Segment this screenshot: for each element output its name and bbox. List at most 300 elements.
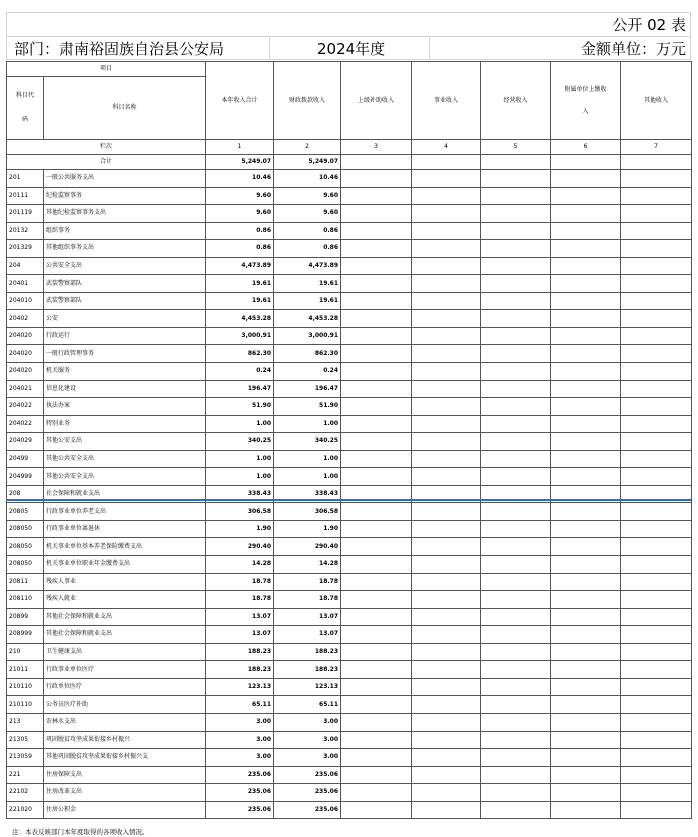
selection-line [6,499,691,501]
empty-cell [341,766,412,784]
subject-name: 公务员医疗补助 [44,696,206,714]
table-row [7,626,692,644]
empty-cell [481,556,551,574]
amount-total: 1.00 [206,415,274,433]
empty-cell [621,155,692,170]
amount-fiscal: 4,473.89 [274,257,341,275]
table-row [7,345,692,363]
table-row [7,538,692,556]
table-row [7,643,692,661]
empty-cell [551,538,621,556]
empty-cell [621,503,692,521]
empty-cell [551,678,621,696]
subject-name: 住房保障支出 [44,766,206,784]
empty-cell [412,713,481,731]
empty-cell [621,801,692,819]
empty-cell [551,205,621,223]
amount-total: 0.24 [206,363,274,381]
subject-code: 204 [7,257,44,275]
empty-cell [621,292,692,310]
empty-cell [341,573,412,591]
subject-name: 特别业务 [44,415,206,433]
empty-cell [341,222,412,240]
empty-cell [621,310,692,328]
empty-cell [341,327,412,345]
subject-code: 208110 [7,591,44,609]
empty-cell [341,468,412,486]
subject-code: 22102 [7,784,44,802]
table-row [7,696,692,714]
amount-total: 196.47 [206,380,274,398]
empty-cell [341,503,412,521]
table-row [7,801,692,819]
empty-cell [621,678,692,696]
empty-cell [412,363,481,381]
amount-total: 862.30 [206,345,274,363]
amount-total: 13.07 [206,626,274,644]
amount-total: 338.43 [206,485,274,503]
subject-code: 208 [7,485,44,503]
empty-cell [341,292,412,310]
amount-fiscal: 0.86 [274,222,341,240]
amount-fiscal: 14.28 [274,556,341,574]
amount-fiscal: 1.00 [274,468,341,486]
table-row [7,520,692,538]
empty-cell [481,608,551,626]
empty-cell [341,398,412,416]
header-col-other: 其他收入 [621,62,692,140]
empty-cell [412,310,481,328]
empty-cell [551,415,621,433]
empty-cell [412,187,481,205]
subject-name: 机关服务 [44,363,206,381]
total-label: 合计 [7,155,206,170]
empty-cell [412,749,481,767]
subject-name: 其他社会保障和就业支出 [44,608,206,626]
amount-total: 0.86 [206,240,274,258]
table-row [7,187,692,205]
column-number: 1 [206,140,274,155]
empty-cell [481,380,551,398]
table-row [7,591,692,609]
amount-fiscal: 65.11 [274,696,341,714]
subject-code: 204022 [7,398,44,416]
empty-cell [341,713,412,731]
empty-cell [551,240,621,258]
empty-cell [551,696,621,714]
subject-code: 204022 [7,415,44,433]
amount-total: 188.23 [206,643,274,661]
column-number: 4 [412,140,481,155]
amount-total: 123.13 [206,678,274,696]
subject-code: 21305 [7,731,44,749]
empty-cell [341,310,412,328]
fiscal-year: 2024年度 [317,40,386,58]
amount-total: 235.06 [206,766,274,784]
table-row [7,556,692,574]
subject-name: 其他公共安全支出 [44,468,206,486]
amount-total: 1.90 [206,520,274,538]
total-fiscal: 5,249.07 [274,155,341,170]
amount-total: 9.60 [206,205,274,223]
subject-code: 20499 [7,450,44,468]
empty-cell [412,784,481,802]
empty-cell [341,205,412,223]
subject-name: 机关事业单位职业年金缴费支出 [44,556,206,574]
subject-name: 住房公积金 [44,801,206,819]
subject-code: 208050 [7,520,44,538]
empty-cell [621,222,692,240]
header-affiliated-line1: 附属单位上缴收 [564,85,607,93]
empty-cell [341,731,412,749]
empty-cell [341,275,412,293]
department-label: 部门：肃南裕固族自治县公安局 [14,40,225,58]
subject-name: 卫生健康支出 [44,643,206,661]
sheet-code: 公开 02 表 [612,16,686,34]
subject-name: 执法办案 [44,398,206,416]
amount-total: 51.90 [206,398,274,416]
table-row [7,678,692,696]
empty-cell [621,608,692,626]
empty-cell [621,626,692,644]
empty-cell [551,187,621,205]
amount-total: 9.60 [206,187,274,205]
empty-cell [551,257,621,275]
sheet-code-bar [6,12,691,36]
empty-cell [621,415,692,433]
subject-code: 204020 [7,345,44,363]
empty-cell [481,345,551,363]
empty-cell [551,327,621,345]
currency-unit: 金额单位：万元 [580,40,686,58]
empty-cell [481,450,551,468]
header-col-total: 本年收入合计 [206,62,274,140]
subject-code: 208999 [7,626,44,644]
empty-cell [621,257,692,275]
empty-cell [412,731,481,749]
empty-cell [412,696,481,714]
subject-name: 机关事业单位基本养老保险缴费支出 [44,538,206,556]
subject-code: 208050 [7,538,44,556]
empty-cell [551,380,621,398]
empty-cell [621,591,692,609]
subject-code: 20401 [7,275,44,293]
amount-total: 1.00 [206,450,274,468]
empty-cell [551,433,621,451]
subject-code: 204021 [7,380,44,398]
empty-cell [481,155,551,170]
empty-cell [481,222,551,240]
subject-name: 残疾人事业 [44,573,206,591]
table-row [7,257,692,275]
subject-name: 行政运行 [44,327,206,345]
empty-cell [412,222,481,240]
subject-code: 210110 [7,696,44,714]
empty-cell [551,310,621,328]
empty-cell [481,398,551,416]
header-project: 项目 [7,62,206,77]
empty-cell [621,520,692,538]
subject-name: 行政事业单位医疗 [44,661,206,679]
subject-code: 213 [7,713,44,731]
empty-cell [341,415,412,433]
empty-cell [341,187,412,205]
subject-name: 其他公安支出 [44,433,206,451]
subject-code: 213059 [7,749,44,767]
empty-cell [412,556,481,574]
empty-cell [481,310,551,328]
subject-name: 公共安全支出 [44,257,206,275]
empty-cell [621,380,692,398]
empty-cell [412,327,481,345]
empty-cell [412,398,481,416]
subject-name: 其他社会保障和就业支出 [44,626,206,644]
table-row [7,784,692,802]
header-col-superior: 上级补助收入 [341,62,412,140]
amount-total: 188.23 [206,661,274,679]
empty-cell [412,520,481,538]
empty-cell [551,503,621,521]
amount-fiscal: 3.00 [274,749,341,767]
empty-cell [341,257,412,275]
empty-cell [481,433,551,451]
amount-fiscal: 10.46 [274,170,341,188]
empty-cell [481,503,551,521]
subject-code: 20402 [7,310,44,328]
empty-cell [341,591,412,609]
table-row [7,608,692,626]
subject-code: 221020 [7,801,44,819]
empty-cell [551,749,621,767]
empty-cell [481,363,551,381]
amount-fiscal: 51.90 [274,398,341,416]
header-col-business: 事业收入 [412,62,481,140]
amount-total: 10.46 [206,170,274,188]
table-row [7,380,692,398]
column-number: 3 [341,140,412,155]
subject-name: 信息化建设 [44,380,206,398]
subject-name: 其他纪检监察事务支出 [44,205,206,223]
amount-total: 0.86 [206,222,274,240]
empty-cell [481,468,551,486]
empty-cell [412,205,481,223]
empty-cell [481,187,551,205]
subject-code: 20132 [7,222,44,240]
table-row [7,450,692,468]
empty-cell [621,573,692,591]
table-row [7,731,692,749]
table-row [7,363,692,381]
table-row [7,205,692,223]
empty-cell [341,556,412,574]
amount-fiscal: 4,453.28 [274,310,341,328]
table-row [7,170,692,188]
amount-fiscal: 13.07 [274,608,341,626]
empty-cell [412,292,481,310]
empty-cell [551,731,621,749]
subject-code: 204020 [7,363,44,381]
empty-cell [621,468,692,486]
amount-fiscal: 9.60 [274,205,341,223]
empty-cell [481,766,551,784]
empty-cell [621,696,692,714]
table-row [7,222,692,240]
empty-cell [621,345,692,363]
empty-cell [551,363,621,381]
empty-cell [341,608,412,626]
empty-cell [621,187,692,205]
table-row [7,398,692,416]
amount-fiscal: 18.78 [274,573,341,591]
column-number: 2 [274,140,341,155]
subject-code: 20805 [7,503,44,521]
amount-total: 18.78 [206,573,274,591]
table-row [7,275,692,293]
empty-cell [412,643,481,661]
empty-cell [551,573,621,591]
amount-fiscal: 196.47 [274,380,341,398]
amount-fiscal: 235.06 [274,784,341,802]
subject-name: 一般公共服务支出 [44,170,206,188]
subject-name: 巩固脱贫攻坚成果衔接乡村振兴 [44,731,206,749]
empty-cell [481,731,551,749]
empty-cell [341,626,412,644]
header-col-affiliated [551,62,621,140]
empty-cell [341,520,412,538]
empty-cell [621,433,692,451]
subject-code: 20111 [7,187,44,205]
empty-cell [621,661,692,679]
empty-cell [412,573,481,591]
subject-name: 残疾人就业 [44,591,206,609]
column-number-label: 栏次 [7,140,206,155]
empty-cell [551,766,621,784]
empty-cell [621,713,692,731]
empty-cell [481,661,551,679]
empty-cell [481,713,551,731]
subject-code: 204010 [7,292,44,310]
table-row [7,661,692,679]
empty-cell [412,275,481,293]
empty-cell [481,749,551,767]
empty-cell [621,240,692,258]
amount-fiscal: 340.25 [274,433,341,451]
subject-name: 行政事业单位离退休 [44,520,206,538]
amount-fiscal: 13.07 [274,626,341,644]
subject-code: 201119 [7,205,44,223]
amount-fiscal: 0.24 [274,363,341,381]
empty-cell [481,520,551,538]
amount-fiscal: 19.61 [274,275,341,293]
empty-cell [621,363,692,381]
empty-cell [412,345,481,363]
amount-fiscal: 306.58 [274,503,341,521]
column-number: 6 [551,140,621,155]
empty-cell [551,591,621,609]
empty-cell [412,450,481,468]
amount-fiscal: 235.06 [274,801,341,819]
empty-cell [481,626,551,644]
empty-cell [341,433,412,451]
amount-fiscal: 1.90 [274,520,341,538]
subject-name: 组织事务 [44,222,206,240]
empty-cell [412,661,481,679]
subject-name: 武装警察部队 [44,292,206,310]
footnote: 注：本表反映部门本年度取得的各项收入情况。 [12,828,149,836]
amount-fiscal: 18.78 [274,591,341,609]
amount-total: 13.07 [206,608,274,626]
amount-total: 65.11 [206,696,274,714]
empty-cell [341,170,412,188]
empty-cell [481,696,551,714]
empty-cell [341,784,412,802]
empty-cell [621,643,692,661]
subject-name: 其他巩固脱贫攻坚成果衔接乡村振兴支 [44,749,206,767]
empty-cell [551,784,621,802]
header-divider [269,37,270,59]
amount-fiscal: 9.60 [274,187,341,205]
empty-cell [341,363,412,381]
subject-name: 农林水支出 [44,713,206,731]
empty-cell [551,345,621,363]
empty-cell [481,591,551,609]
empty-cell [551,661,621,679]
empty-cell [551,608,621,626]
table-row [7,766,692,784]
empty-cell [412,801,481,819]
subject-code: 221 [7,766,44,784]
table-row [7,468,692,486]
empty-cell [551,468,621,486]
amount-total: 14.28 [206,556,274,574]
table-row [7,503,692,521]
report-header [6,36,691,60]
empty-cell [551,292,621,310]
amount-fiscal: 290.40 [274,538,341,556]
empty-cell [551,556,621,574]
subject-name: 一般行政管理事务 [44,345,206,363]
empty-cell [412,468,481,486]
empty-cell [412,626,481,644]
header-affiliated-line2: 入 [582,107,589,115]
empty-cell [551,170,621,188]
amount-total: 1.00 [206,468,274,486]
empty-cell [341,643,412,661]
subject-name: 社会保障和就业支出 [44,485,206,503]
empty-cell [341,678,412,696]
empty-cell [481,275,551,293]
table-row [7,749,692,767]
empty-cell [481,573,551,591]
empty-cell [341,345,412,363]
subject-name: 行政单位医疗 [44,678,206,696]
table-row [7,240,692,258]
empty-cell [551,398,621,416]
empty-cell [551,275,621,293]
empty-cell [412,257,481,275]
table-row [7,327,692,345]
amount-fiscal: 0.86 [274,240,341,258]
table-body [7,170,692,819]
subject-code: 201329 [7,240,44,258]
empty-cell [481,170,551,188]
header-divider [429,37,430,59]
subject-name: 公安 [44,310,206,328]
subject-code: 204999 [7,468,44,486]
empty-cell [341,696,412,714]
header-subject-name: 科目名称 [44,77,206,140]
subject-name: 纪检监察事务 [44,187,206,205]
